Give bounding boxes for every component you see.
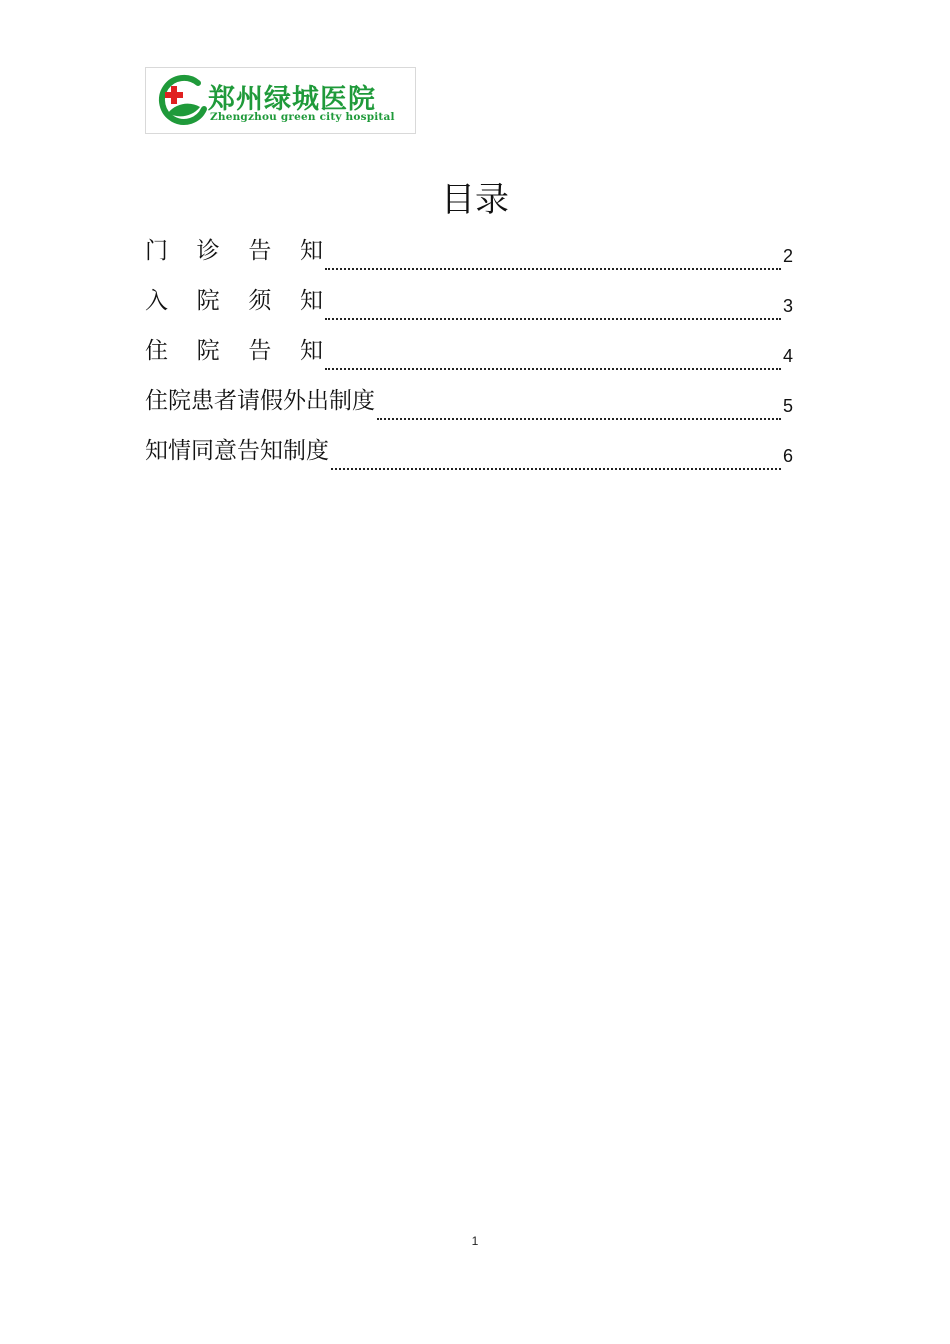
toc-page-number: 6 — [782, 446, 793, 466]
footer-page-number: 1 — [471, 1234, 479, 1248]
toc-entry-label: 入 院 须 知 — [145, 288, 323, 314]
table-of-contents — [145, 232, 793, 482]
toc-leader-dots — [325, 367, 781, 370]
toc-leader-dots — [325, 267, 781, 270]
toc-leader-dots — [377, 417, 781, 420]
toc-entry-label: 住 院 告 知 — [145, 338, 323, 364]
toc-entry-label: 住院患者请假外出制度 — [145, 388, 375, 414]
toc-leader-dots — [325, 317, 781, 320]
toc-entry-leave-policy[interactable] — [145, 382, 793, 432]
toc-title: 目录 — [441, 180, 509, 220]
hospital-logo-icon — [154, 73, 212, 129]
toc-page-number: 4 — [782, 346, 793, 366]
toc-entry-admission-notice[interactable] — [145, 282, 793, 332]
toc-leader-dots — [331, 467, 781, 470]
hospital-logo — [145, 67, 416, 134]
toc-entry-informed-consent[interactable] — [145, 432, 793, 482]
toc-page-number: 2 — [782, 246, 793, 266]
toc-entry-label: 知情同意告知制度 — [145, 438, 329, 464]
toc-page-number: 3 — [782, 296, 793, 316]
toc-entry-outpatient-notice[interactable] — [145, 232, 793, 282]
toc-page-number: 5 — [782, 396, 793, 416]
logo-name-cn: 郑州绿城医院 — [208, 84, 376, 115]
logo-name-en: Zhengzhou green city hospital — [210, 111, 395, 123]
toc-entry-inpatient-notice[interactable] — [145, 332, 793, 382]
toc-entry-label: 门 诊 告 知 — [145, 238, 323, 264]
